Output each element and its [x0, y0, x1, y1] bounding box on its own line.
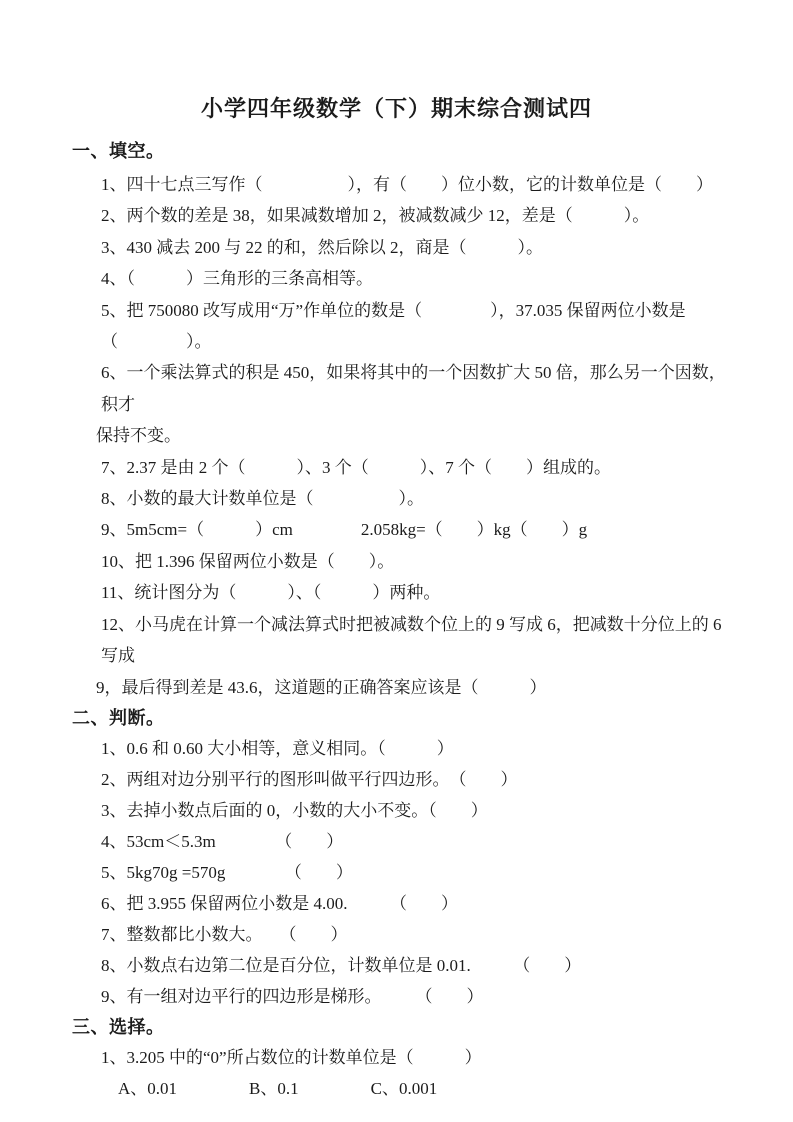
fill-question-11: 11、统计图分为（ ）、（ ）两种。	[101, 583, 441, 603]
judge-question-1: 1、0.6 和 0.60 大小相等，意义相同。（ ）	[101, 738, 454, 758]
choice-option-c: C、0.001	[370, 1078, 438, 1098]
fill-question-12-line1: 12、小马虎在计算一个减法算式时把被减数个位上的 9 写成 6，把减数十分位上的 6 写成	[101, 614, 726, 666]
choice-option-a: A、0.01	[118, 1078, 178, 1098]
fill-question-3: 3、430 减去 200 与 22 的和，然后除以 2，商是（ ）。	[101, 237, 543, 257]
fill-question-6-line1: 6、一个乘法算式的积是 450，如果将其中的一个因数扩大 50 倍，那么另一个因数，积才	[101, 363, 726, 414]
judge-question-3: 3、去掉小数点后面的 0，小数的大小不变。（ ）	[101, 800, 488, 820]
judge-question-6: 6、把 3.955 保留两位小数是 4.00. （ ）	[101, 893, 458, 913]
page-title: 小学四年级数学（下）期末综合测试四	[200, 96, 592, 121]
section-heading-choice: 三、选择。	[72, 1016, 165, 1037]
judge-question-2: 2、两组对边分别平行的图形叫做平行四边形。 （ ）	[101, 769, 518, 789]
choice-question-1: 1、3.205 中的“0”所占数位的计数单位是（ ）	[101, 1047, 482, 1067]
section-heading-fill: 一、填空。	[72, 141, 165, 161]
section-choice	[0, 1042, 793, 1104]
fill-question-6-line2: 保持不变。	[96, 426, 181, 446]
fill-question-1: 1、四十七点三写作（ ），有（ ）位小数，它的计数单位是（ ）	[101, 175, 713, 194]
fill-question-8: 8、小数的最大计数单位是（ ）。	[101, 489, 424, 509]
choice-option-b: B、0.1	[249, 1078, 299, 1098]
fill-question-10: 10、把 1.396 保留两位小数是（ ）。	[101, 551, 395, 571]
judge-question-7: 7、整数都比小数大。 （ ）	[101, 924, 348, 944]
fill-question-12-line2: 9，最后得到差是 43.6，这道题的正确答案应该是（ ）	[96, 677, 547, 697]
judge-question-5: 5、5kg70g =570g （ ）	[101, 862, 353, 882]
fill-question-2: 2、两个数的差是 38，如果减数增加 2，被减数减少 12，差是（ ）。	[101, 206, 650, 226]
fill-question-7: 7、2.37 是由 2 个（ ）、3 个（ ）、7 个（ ）组成的。	[101, 457, 611, 477]
judge-question-8: 8、小数点右边第二位是百分位，计数单位是 0.01. （ ）	[101, 955, 582, 975]
section-fill	[0, 169, 793, 703]
fill-question-5: 5、把 750080 改写成用“万”作单位的数是（ ），37.035 保留两位小数是（ ）。	[101, 300, 686, 352]
choice-options-row	[0, 1073, 793, 1104]
fill-question-4: 4、（ ）三角形的三条高相等。	[101, 269, 373, 289]
judge-question-4: 4、53cm＜5.3m （ ）	[101, 831, 344, 851]
judge-question-9: 9、有一组对边平行的四边形是梯形。 （ ）	[101, 986, 484, 1006]
section-heading-judge: 二、判断。	[72, 707, 165, 728]
section-judge	[0, 733, 793, 1012]
fill-question-9: 9、5m5cm=（ ）cm 2.058kg=（ ）kg（ ）g	[101, 520, 588, 540]
